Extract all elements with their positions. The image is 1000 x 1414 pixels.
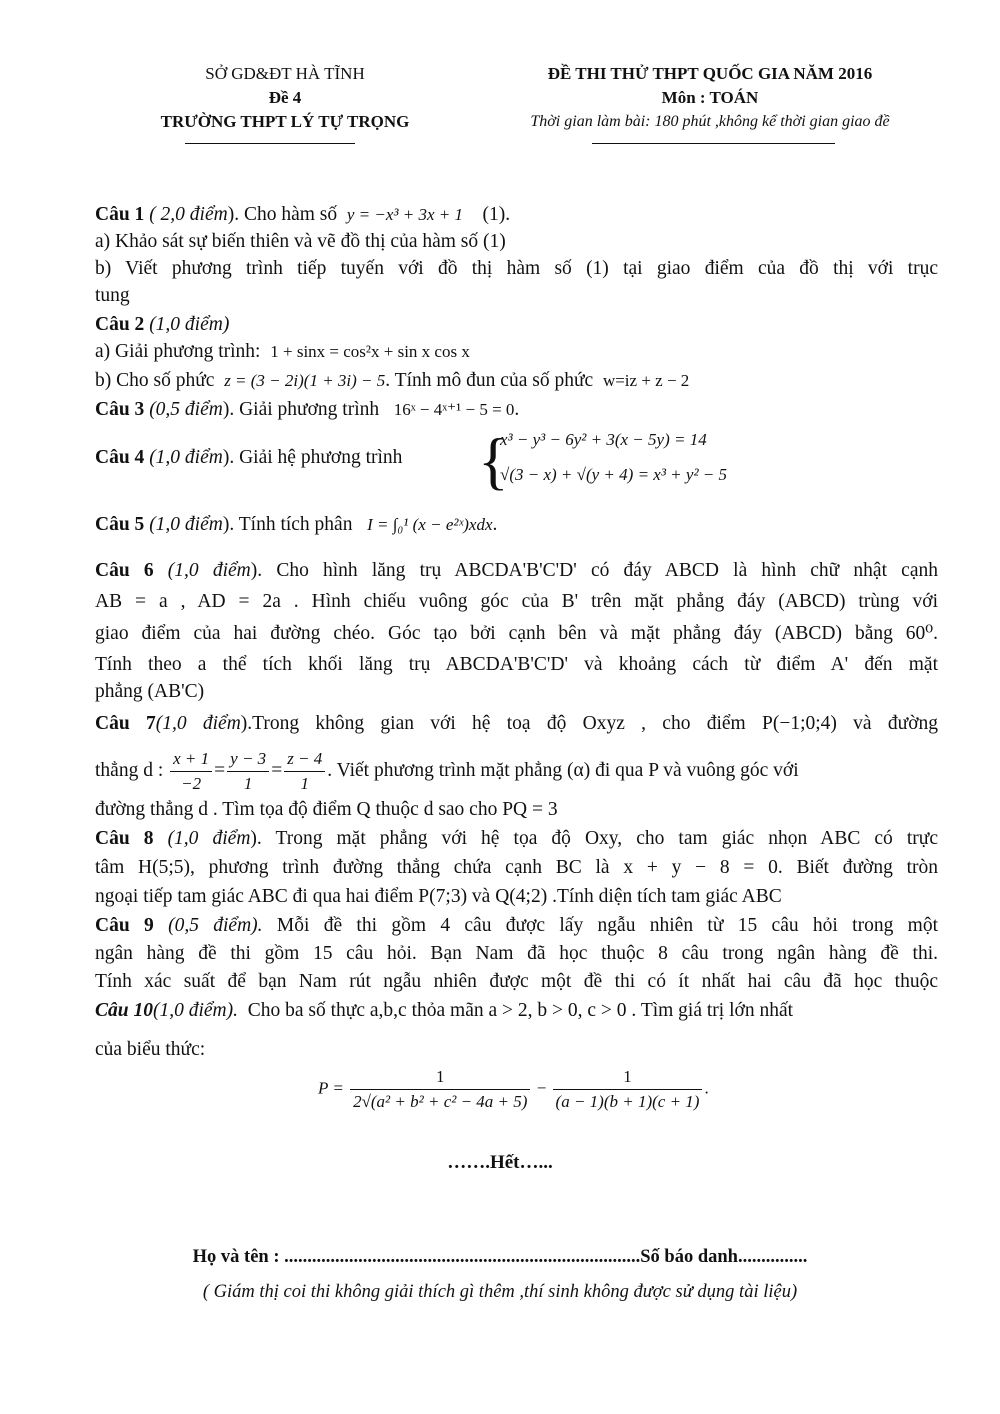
q8-label: Câu 8 [95,828,154,849]
header-left-underline [185,143,355,144]
q10-end: . [704,1078,709,1098]
q10-frac1-num: 1 [350,1065,530,1090]
q7-frac3-den: 1 [300,774,309,793]
candidate-name-line: Họ và tên : .............................................................................Số báo danh............... [192,1247,808,1267]
q10-p-lhs: P = [318,1078,344,1098]
q7-frac3-num: z − 4 [284,747,325,772]
q4-eq2-lhs: √(3 − x) + √(y + 4) [500,465,634,484]
q10-fraction-1 [350,1065,530,1114]
q7-line2-a: thẳng d : [95,759,164,781]
q7-line1: ).Trong không gian với hệ toạ độ Oxyz , cho điểm P(−1;0;4) và đường [240,713,939,734]
q7-fraction-2 [227,747,269,796]
q7-frac1-den: −2 [181,774,202,793]
q9-label: Câu 9 [95,915,154,936]
question-3 [95,397,519,423]
q1-formula: y = −x³ + 3x + 1 [346,205,464,224]
q8-line3: ngoại tiếp tam giác ABC đi qua hai điểm P(7;3) và Q(4;2) .Tính diện tích tam giác ABC [95,886,782,907]
time-allowed: Thời gian làm bài: 180 phút ,không kể thời gian giao đề [530,113,890,130]
question-1 [95,202,510,228]
q7-line3: đường thẳng d . Tìm tọa độ điểm Q thuộc d sao cho PQ = 3 [95,799,558,820]
q5-label: Câu 5 [95,514,145,535]
q4-eq2-rhs: = x³ + y² − 5 [637,465,728,484]
q7-frac1-num: x + 1 [170,747,212,772]
q4-equation-1: x³ − y³ − 6y² + 3(x − 5y) = 14 [500,430,707,449]
q9-points: (0,5 điểm). [168,915,263,936]
q2-a-formula: 1 + sinx = cos²x + sin x cos x [270,342,470,361]
q10-minus: − [536,1078,547,1098]
question-7-line1 [95,711,938,737]
q10-line1: Cho ba số thực a,b,c thỏa mãn a > 2, b > 0, c > 0 . Tìm giá trị lớn nhất [247,1000,794,1021]
q10-points: (1,0 điểm). [152,1000,239,1021]
system-brace: { [478,425,509,496]
q8-points: (1,0 điểm [167,828,251,849]
q10-frac1-den: 2√(a² + b² + c² − 4a + 5) [353,1092,528,1111]
q6-line3: giao điểm của hai đường chéo. Góc tạo bởi cạnh bên và mặt phẳng đáy (ABCD) bằng 60⁰. [95,623,938,644]
q10-frac2-num: 1 [553,1065,703,1090]
q7-frac2-num: y − 3 [227,747,269,772]
question-4 [95,445,402,471]
q5-points: (1,0 điểm [149,514,223,535]
q7-line2-b: . Viết phương trình mặt phẳng (α) đi qua P và vuông góc với [327,759,799,781]
q1-part-b-line2: tung [95,285,130,306]
q3-end: . [514,399,520,420]
question-2 [95,312,229,338]
proctor-note: ( Giám thị coi thi không giải thích gì thêm ,thí sinh không được sử dụng tài liệu) [202,1282,798,1302]
header-left [140,62,430,134]
q2-points: (1,0 điểm) [149,314,230,335]
q9-line3: Tính xác suất để bạn Nam rút ngẫu nhiên được một đề thi có ít nhất hai câu đã học thuộc [95,971,938,992]
q7-points: (1,0 điểm [155,713,241,734]
end-mark: …….Hết…... [447,1152,553,1173]
q3-label: Câu 3 [95,399,145,420]
q1-points: ( 2,0 điểm [149,204,228,225]
department-name: SỞ GD&ĐT HÀ TĨNH [205,64,365,83]
q1-part-a: a) Khảo sát sự biến thiên và vẽ đồ thị của hàm số (1) [95,231,506,252]
q2-b-formula: z = (3 − 2i)(1 + 3i) − 5 [224,371,386,390]
q9-line2: ngân hàng đề thi gồm 15 câu hỏi. Bạn Nam đã học thuộc 8 câu trong ngân hàng đề thi. [95,943,938,964]
q10-line2: của biểu thức: [95,1039,206,1060]
q1-tag: (1). [482,204,511,225]
q8-line2: tâm H(5;5), phương trình đường thẳng chứa cạnh BC là x + y − 8 = 0. Biết đường tròn [95,857,938,878]
q7-fraction-1 [170,747,212,796]
q5-formula: I = ∫₀¹ (x − e²ˣ)xdx [367,515,493,534]
q4-equation-2 [500,465,727,485]
q6-points: (1,0 điểm [167,560,251,581]
q6-line2: AB = a , AD = 2a . Hình chiếu vuông góc của B' trên mặt phẳng đáy (ABCD) trùng với [95,591,938,612]
q6-line4: Tính theo a thể tích khối lăng trụ ABCDA'B'C'D' và khoảng cách từ điểm A' đến mặt [95,654,938,675]
q10-fraction-2 [553,1065,703,1114]
exam-code: Đề 4 [268,88,302,107]
q6-line1: ). Cho hình lăng trụ ABCDA'B'C'D' có đáy ABCD là hình chữ nhật cạnh [250,560,938,581]
q10-label: Câu 10 [95,1000,153,1021]
q2-b-text: b) Cho số phức [95,370,215,391]
q4-points: (1,0 điểm [149,447,223,468]
header-right [470,62,950,134]
q2-a-text: a) Giải phương trình: [95,341,261,362]
q6-line5: phẳng (AB'C) [95,681,205,702]
q2-part-a [95,339,470,365]
q2-part-b [95,368,689,394]
question-9-line1 [95,913,938,939]
q4-text: ). Giải hệ phương trình [222,447,403,468]
q1-label: Câu 1 [95,204,145,225]
q2-label: Câu 2 [95,314,145,335]
question-8-line1 [95,826,938,852]
q10-expression [318,1065,709,1114]
question-10-line1 [95,998,793,1024]
question-6-line1 [95,558,938,584]
question-5: Câu 5 (1,0 điểm). Tính tích phân I = ∫₀¹ (x − e²ˣ)xdx. [95,514,498,535]
q3-text: ). Giải phương trình [222,399,380,420]
q7-frac2-den: 1 [243,774,253,793]
q1-intro: ). Cho hàm số [227,204,338,225]
q9-line1: Mỗi đề thi gồm 4 câu được lấy ngẫu nhiên từ 15 câu hỏi trong một [276,915,938,936]
q8-line1: ). Trong mặt phẳng với hệ tọa độ Oxy, cho tam giác nhọn ABC có trực [250,828,939,849]
q10-frac2-den: (a − 1)(b + 1)(c + 1) [555,1092,700,1111]
q3-formula: 16ˣ − 4ˣ⁺¹ − 5 = 0 [393,400,515,419]
header-right-underline [592,143,835,144]
q5-text: ). Tính tích phân [222,514,353,535]
q7-label: Câu 7 [95,713,156,734]
q1-part-b-line1: b) Viết phương trình tiếp tuyến với đồ thị hàm số (1) tại giao điểm của đồ thị với trục [95,258,938,279]
q2-b-formula2: w=iz + z − 2 [602,371,690,390]
q3-points: (0,5 điểm [149,399,223,420]
school-name: TRƯỜNG THPT LÝ TỰ TRỌNG [160,112,410,131]
exam-title: ĐỀ THI THỬ THPT QUỐC GIA NĂM 2016 [547,64,873,83]
subject-title: Môn : TOÁN [661,88,759,107]
q6-label: Câu 6 [95,560,154,581]
q2-b-text2: . Tính mô đun của số phức [385,370,594,391]
q4-label: Câu 4 [95,447,145,468]
q7-fraction-3 [284,747,325,796]
q7-line2: thẳng d : $\frac{x + 1}{-2}$ = $\frac{y - 3}{1}$ = $\frac{z - 4}{1}$ . Viết phương trình mặt phẳng (α) đi qua P và vuông góc với [95,747,799,796]
